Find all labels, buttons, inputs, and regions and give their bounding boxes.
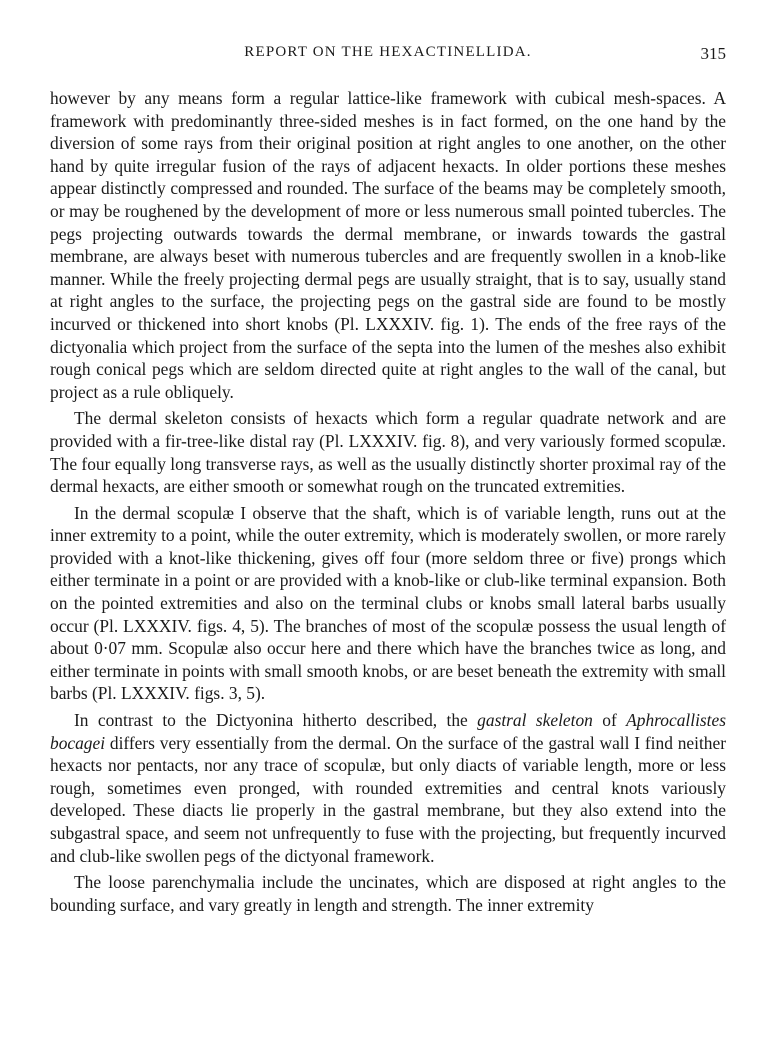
paragraph-gastral-skeleton (50, 709, 726, 867)
text-span: differs very essentially from the dermal. On the surface of the gastral wall I find neither hexacts nor pentacts, nor any trace of scopulæ, but only diacts of variable length, more or less rough, sometimes even pronged, with rounded extremities and central knots variously developed. These diacts lie properly in the gastral membrane, but they also extend into the subgastral space, and seem not unfrequently to fuse with the projecting, but frequently incurved and club-like swollen pegs of the dictyonal framework. (50, 732, 726, 866)
running-header (50, 44, 726, 68)
italic-term-gastral-skeleton: gastral skeleton (477, 710, 593, 731)
italic-species-name: Aphrocallistes bocagei (50, 710, 726, 753)
running-title: REPORT ON THE HEXACTINELLIDA. (244, 44, 532, 60)
body-text (50, 87, 726, 917)
paragraph-dermal-skeleton: The dermal skeleton consists of hexacts which form a regular quadrate network and are provided with a fir-tree-like distal ray (Pl. LXXXIV. fig. 8), and very variously formed scopulæ. The four equally long transverse rays, as well as the usually distinctly shorter proximal ray of the dermal hexacts, are either smooth or somewhat rough on the truncated extremities. (50, 408, 726, 497)
paragraph-parenchymalia: The loose parenchymalia include the uncinates, which are disposed at right angles to the bounding surface, and vary greatly in length and strength. The inner extremity (50, 872, 726, 915)
page-number: 315 (700, 44, 726, 63)
paragraph-dermal-scopulae: In the dermal scopulæ I observe that the shaft, which is of variable length, runs out at the inner extremity to a point, while the outer extremity, which is moderately swollen, or more rarely provided with a knot-like thickening, gives off four (more seldom three or five) prongs which either terminate in a point or are provided with a knob-like or club-like terminal expansion. Both on the pointed extremities and also on the terminal clubs or knobs small lateral barbs usually occur (Pl. LXXXIV. figs. 4, 5). The branches of most of the scopulæ possess the usual length of about 0·07 mm. Scopulæ also occur here and there which have the branches twice as long, and either terminate in points with small smooth knobs, or are beset beneath the extremity with small barbs (Pl. LXXXIV. figs. 3, 5). (50, 502, 726, 704)
text-span: In contrast to the Dictyonina hitherto described, the (74, 710, 478, 731)
text-span: of (592, 710, 627, 731)
paragraph-continuation: however by any means form a regular lattice-like framework with cubical mesh-spaces. A framework with predominantly three-sided meshes is in fact formed, on the one hand by the diversion of some rays from their original position at right angles to one another, on the other hand by quite irregular fusion of the rays of adjacent hexacts. In older portions these meshes appear distinctly compressed and rounded. The surface of the beams may be completely smooth, or may be roughened by the development of more or less numerous small pointed tubercles. The pegs projecting outwards towards the dermal membrane, or inwards towards the gastral membrane, are always beset with numerous tubercles and are frequently swollen in a knob-like manner. While the freely projecting dermal pegs are usually straight, that is to say, usually stand at right angles to the surface, the projecting pegs on the gastral side are found to be mostly incurved or thickened into short knobs (Pl. LXXXIV. fig. 1). The ends of the free rays of the dictyonalia which project from the surface of the septa into the lumen of the meshes also exhibit rough conical pegs which are seldom directed quite at right angles to the wall of the canal, but project as a rule obliquely. (50, 88, 726, 402)
